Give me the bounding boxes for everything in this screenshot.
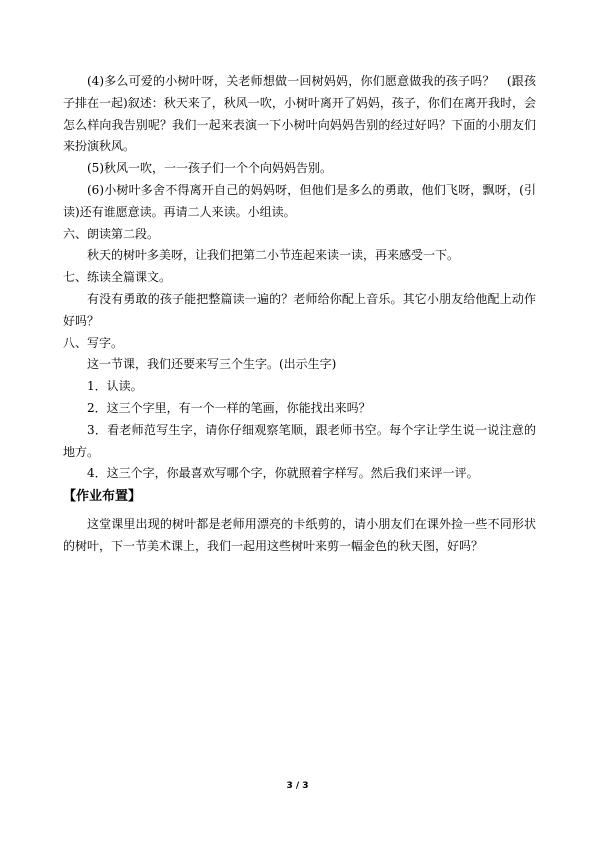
paragraph-step-6: (6)小树叶多舍不得离开自己的妈妈呀，但他们是多么的勇敢，他们飞呀，飘呀，(引读)还有谁愿意读。再请二人来读。小组读。 — [63, 182, 536, 219]
document-body — [63, 71, 536, 558]
paragraph-second-section: 秋天的树叶多美呀，让我们把第二小节连起来读一读，再来感受一下。 — [87, 248, 460, 263]
list-item-3: 3．看老师范写生字，请你仔细观察笔顺，跟老师书空。每个字让学生说一说注意的地方。 — [63, 422, 536, 459]
section-eight-heading: 八、写字。 — [63, 335, 124, 350]
list-item-4: 4．这三个字，你最喜欢写哪个字，你就照着字样写。然后我们来评一评。 — [87, 466, 479, 481]
list-item-1: 1．认读。 — [87, 379, 143, 394]
page-number: 3 / 3 — [286, 781, 309, 791]
homework-heading: 【作业布置】 — [63, 489, 142, 505]
paragraph-writing-intro: 这一节课，我们还要来写三个生字。(出示生字) — [87, 357, 337, 372]
list-item-2: 2．这三个字里，有一个一样的笔画，你能找出来吗？ — [87, 400, 371, 415]
paragraph-step-5: (5)秋风一吹，一一孩子们一个个向妈妈告别。 — [87, 161, 332, 176]
section-six-heading: 六、朗读第二段。 — [63, 226, 160, 241]
paragraph-step-4: (4)多么可爱的小树叶呀，关老师想做一回树妈妈，你们愿意做我的孩子吗？ (跟孩子排在一起)叙述：秋天来了，秋风一吹，小树叶离开了妈妈，孩子，你们在离开我时，会怎么样向我告别呢？我们一起来表演一下小树叶向妈妈告别的经过好吗？下面的小朋友们来扮演秋风。 — [63, 74, 536, 154]
section-seven-heading: 七、练读全篇课文。 — [63, 270, 172, 285]
homework-paragraph: 这堂课里出现的树叶都是老师用漂亮的卡纸剪的，请小朋友们在课外捡一些不同形状的树叶，下一节美术课上，我们一起用这些树叶来剪一幅金色的秋天图，好吗？ — [63, 516, 536, 553]
paragraph-full-reading: 有没有勇敢的孩子能把整篇读一遍的？老师给你配上音乐。其它小朋友给他配上动作好吗？ — [63, 291, 536, 328]
